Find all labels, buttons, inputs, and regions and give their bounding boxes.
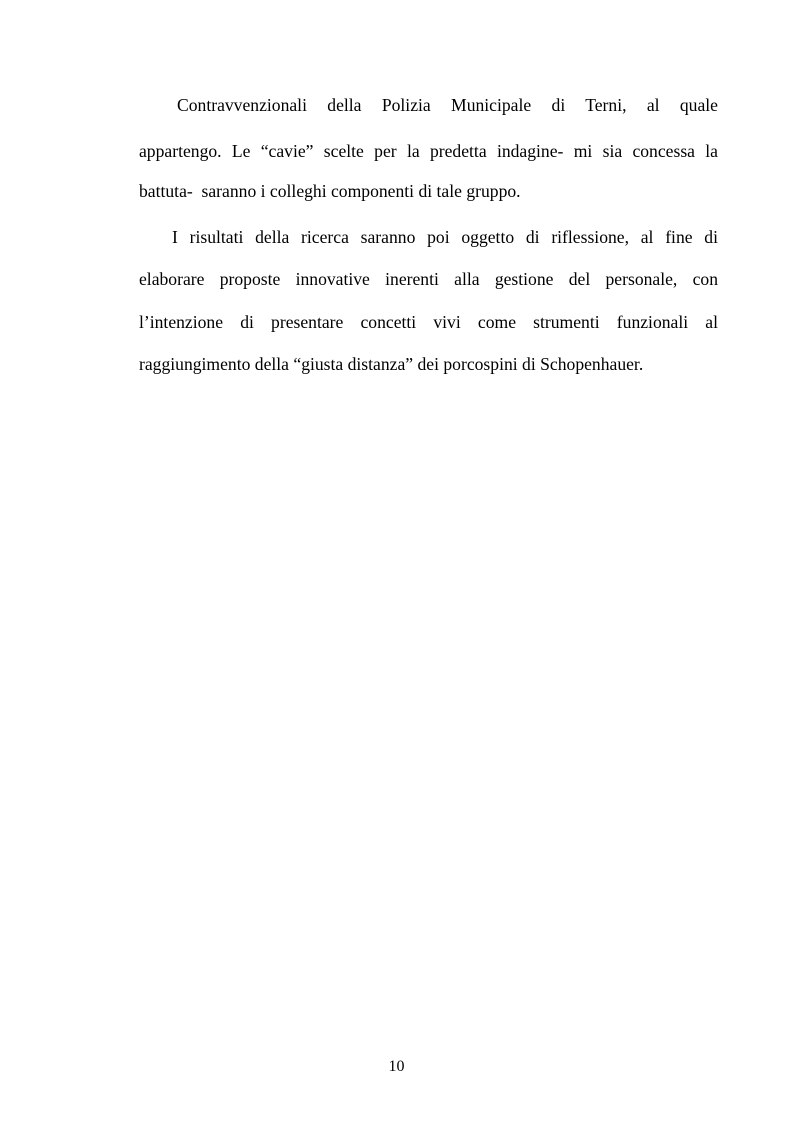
text-line: l’intenzione di presentare concetti vivi come strumenti funzionali al [139, 312, 718, 332]
text-line: appartengo. Le “cavie” scelte per la predetta indagine- mi sia concessa la [139, 141, 718, 161]
text-line: Contravvenzionali della Polizia Municipale di Terni, al quale [177, 95, 718, 115]
text-line: I risultati della ricerca saranno poi oggetto di riflessione, al fine di [172, 227, 718, 247]
text-line: raggiungimento della “giusta distanza” dei porcospini di Schopenhauer. [139, 354, 644, 374]
page-number: 10 [388, 1058, 405, 1075]
text-line: elaborare proposte innovative inerenti alla gestione del personale, con [139, 269, 718, 289]
text-line: battuta- saranno i colleghi componenti di tale gruppo. [139, 181, 521, 201]
